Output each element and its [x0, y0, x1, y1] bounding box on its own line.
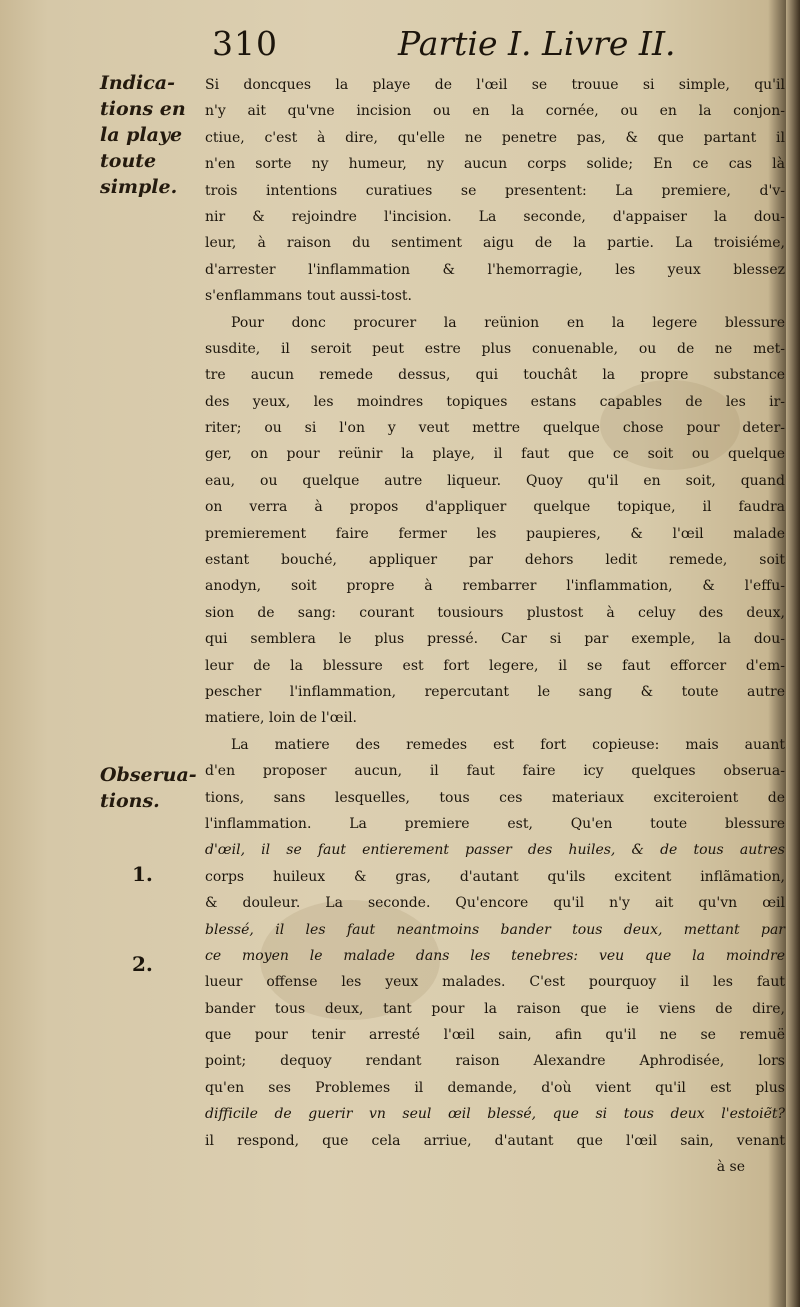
running-head	[0, 22, 800, 68]
text-line: d'arrester l'inflammation & l'hemorragie, les yeux blessez	[205, 261, 785, 278]
text-line: trois intentions curatiues se presentent: La premiere, d'v-	[205, 182, 785, 199]
text-line: estant bouché, appliquer par dehors ledit remede, soit	[205, 552, 785, 569]
text-line: Si doncques la playe de l'œil se trouue si simple, qu'il	[205, 77, 785, 93]
body-text	[205, 72, 785, 1180]
text-line: corps huileux & gras, d'autant qu'ils excitent inflãmation,	[205, 868, 785, 885]
text-line: d'œil, il se faut entierement passer des huiles, & de tous autres	[205, 842, 785, 859]
text-line: lueur offense les yeux malades. C'est pourquoy il les faut	[205, 974, 785, 991]
text-line: leur, à raison du sentiment aigu de la partie. La troisiéme,	[205, 235, 785, 252]
text-line: d'en proposer aucun, il faut faire icy quelques obserua-	[205, 763, 785, 780]
text-line: on verra à propos d'appliquer quelque topique, il faudra	[205, 499, 785, 516]
text-line: ctiue, c'est à dire, qu'elle ne penetre pas, & que partant il	[205, 129, 785, 146]
text-line: & douleur. La seconde. Qu'encore qu'il n'y ait qu'vn œil	[205, 895, 785, 912]
text-line: sion de sang: courant tousiours plustost à celuy des deux,	[205, 604, 785, 621]
text-line: qu'en ses Problemes il demande, d'où vient qu'il est plus	[205, 1079, 785, 1096]
text-line: il respond, que cela arriue, d'autant que l'œil sain, venant	[205, 1132, 785, 1149]
running-title: Partie I. Livre II.	[398, 24, 676, 63]
text-line: s'enflammans tout aussi-tost.	[205, 288, 412, 305]
text-line: anodyn, soit propre à rembarrer l'inflammation, & l'effu-	[205, 578, 785, 595]
text-line: tions, sans lesquelles, tous ces materiaux exciteroient de	[205, 789, 785, 806]
text-line: l'inflammation. La premiere est, Qu'en toute blessure	[205, 815, 785, 832]
text-line: premierement faire fermer les paupieres, & l'œil malade	[205, 525, 785, 542]
text-line: ger, on pour reünir la playe, il faut que ce soit ou quelque	[205, 446, 785, 463]
text-line: matiere, loin de l'œil.	[205, 710, 358, 727]
text-line: difficile de guerir vn seul œil blessé, que si tous deux l'estoiẽt?	[205, 1106, 785, 1123]
text-line: bander tous deux, tant pour la raison que ie viens de dire,	[205, 1000, 785, 1017]
text-line: Pour donc procurer la reünion en la legere blessure	[231, 314, 785, 331]
catchword: à se	[716, 1159, 745, 1176]
page-edge	[786, 0, 800, 1307]
text-line: n'y ait qu'vne incision ou en la cornée, ou en la conjon-	[205, 103, 785, 120]
margin-numeral-2: 2.	[132, 952, 153, 976]
text-line: susdite, il seroit peut estre plus conuenable, ou de ne met-	[205, 340, 785, 357]
text-line: leur de la blessure est fort legere, il se faut efforcer d'em-	[205, 657, 785, 674]
text-line: blessé, il les faut neantmoins bander tous deux, mettant par	[205, 921, 785, 938]
text-line: point; dequoy rendant raison Alexandre Aphrodisée, lors	[205, 1053, 785, 1070]
text-line: eau, ou quelque autre liqueur. Quoy qu'il en soit, quand	[205, 472, 785, 489]
text-line: La matiere des remedes est fort copieuse: mais auant	[231, 736, 785, 753]
text-line: qui semblera le plus pressé. Car si par exemple, la dou-	[205, 631, 785, 648]
text-line: nir & rejoindre l'incision. La seconde, d'appaiser la dou-	[205, 208, 785, 225]
text-line: riter; ou si l'on y veut mettre quelque chose pour deter-	[205, 420, 785, 437]
text-line: pescher l'inflammation, repercutant le sang & toute autre	[205, 683, 785, 700]
text-line: tre aucun remede dessus, qui touchât la propre substance	[205, 367, 785, 384]
text-line: des yeux, les moindres topiques estans capables de les ir-	[205, 393, 785, 410]
margin-note-indications: Indica- tions en la playe toute simple.	[100, 72, 186, 198]
text-line: que pour tenir arresté l'œil sain, afin qu'il ne se remuë	[205, 1027, 785, 1044]
margin-numeral-1: 1.	[132, 862, 153, 886]
text-line: n'en sorte ny humeur, ny aucun corps solide; En ce cas là	[205, 156, 785, 173]
page-number: 310	[212, 24, 278, 63]
margin-note-observations: Obserua- tions.	[100, 764, 197, 812]
text-line: ce moyen le malade dans les tenebres: veu que la moindre	[205, 947, 785, 964]
